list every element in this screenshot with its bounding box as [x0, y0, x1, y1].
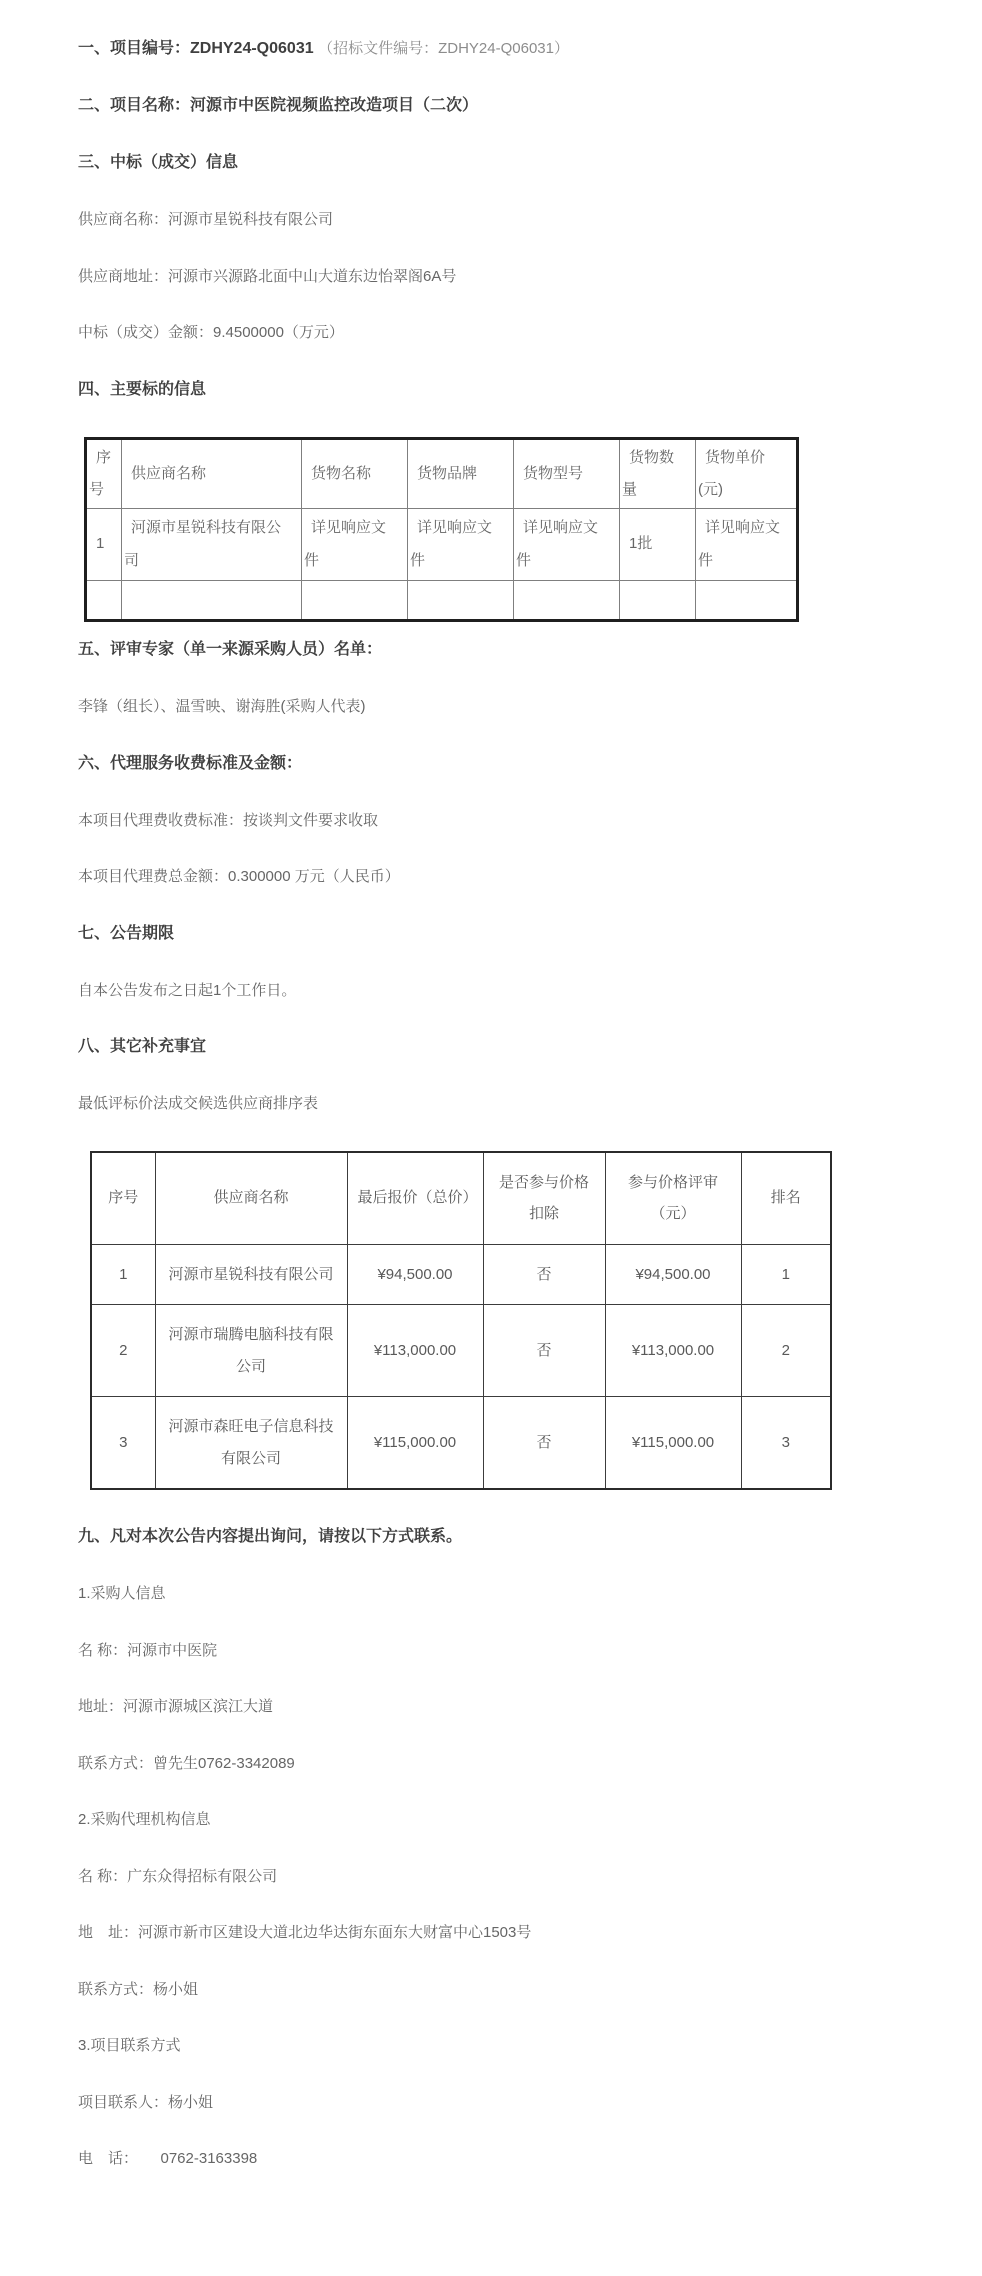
- supplier-ranking-table: [90, 1151, 832, 1491]
- table-header-row: [86, 438, 798, 509]
- award-amount-line: 中标（成交）金额：9.4500000（万元）: [78, 324, 344, 341]
- t2-cell-seq: 1: [91, 1244, 155, 1305]
- table-row: [91, 1397, 831, 1490]
- t1-cell-empty: [408, 581, 514, 621]
- section-agency-fee-heading: 六、代理服务收费标准及金额：: [78, 754, 303, 772]
- t2-cell-price-deduction: 否: [483, 1397, 605, 1490]
- t2-cell-seq: 2: [91, 1305, 155, 1397]
- t2-cell-rank: 3: [741, 1397, 831, 1490]
- project-number-text: 一、项目编号：ZDHY24-Q06031: [78, 40, 314, 57]
- notice-period-line: 自本公告发布之日起1个工作日。: [78, 981, 297, 999]
- t1-cell-empty: [86, 581, 122, 621]
- t2-cell-supplier: 河源市瑞腾电脑科技有限公司: [155, 1305, 347, 1397]
- t1-header-goods-name: 货物名称: [302, 438, 408, 509]
- section-main-subject-heading: 四、主要标的信息: [78, 380, 207, 398]
- t1-cell-goods-model: 详见响应文件: [514, 509, 620, 581]
- t2-cell-supplier: 河源市星锐科技有限公司: [155, 1244, 347, 1305]
- section-project-name-heading: 二、项目名称：河源市中医院视频监控改造项目（二次）: [78, 97, 479, 114]
- t1-header-goods-brand: 货物品牌: [408, 438, 514, 509]
- t2-cell-final-offer: ¥94,500.00: [347, 1244, 483, 1305]
- experts-list-line: 李锋（组长）、温雪映、谢海胜(采购人代表): [78, 698, 366, 715]
- section-project-number-heading: [78, 39, 904, 59]
- t1-cell-empty: [302, 581, 408, 621]
- supplier-address-line: 供应商地址：河源市兴源路北面中山大道东边怡翠阁6A号: [78, 267, 457, 285]
- t2-cell-rank: 2: [741, 1305, 831, 1397]
- table-row: [91, 1244, 831, 1305]
- t2-cell-review-price: ¥94,500.00: [605, 1244, 741, 1305]
- t2-header-supplier: 供应商名称: [155, 1152, 347, 1245]
- section-experts-heading: 五、评审专家（单一来源采购人员）名单：: [78, 641, 383, 658]
- t2-header-seq: 序号: [91, 1152, 155, 1245]
- project-contact-phone-line: 电 话： 0762-3163398: [78, 2150, 258, 2167]
- agency-address-line: 地 址：河源市新市区建设大道北边华达街东面东大财富中心1503号: [78, 1924, 532, 1941]
- table-row: [91, 1305, 831, 1397]
- t1-cell-seq: 1: [86, 509, 122, 581]
- main-bid-info-table: [84, 437, 799, 623]
- project-contact-person-line: 项目联系人：杨小姐: [78, 2093, 214, 2111]
- t1-header-goods-price: 货物单价(元): [696, 438, 798, 509]
- t2-header-final-offer: 最后报价（总价）: [347, 1152, 483, 1245]
- t2-cell-review-price: ¥115,000.00: [605, 1397, 741, 1490]
- t2-cell-final-offer: ¥115,000.00: [347, 1397, 483, 1490]
- buyer-address-line: 地址：河源市源城区滨江大道: [78, 1698, 274, 1715]
- t2-header-review-price: 参与价格评审（元）: [605, 1152, 741, 1245]
- tender-doc-number-text: （招标文件编号：ZDHY24-Q06031）: [318, 40, 569, 57]
- t2-header-rank: 排名: [741, 1152, 831, 1245]
- t1-cell-supplier: 河源市星锐科技有限公司: [122, 509, 302, 581]
- table-header-row: [91, 1152, 831, 1245]
- fee-total-line: 本项目代理费总金额：0.300000 万元（人民币）: [78, 868, 400, 885]
- buyer-info-title: 1.采购人信息: [78, 1585, 166, 1602]
- ranking-table-title: 最低评标价法成交候选供应商排序表: [78, 1095, 319, 1112]
- t1-cell-empty: [696, 581, 798, 621]
- t1-cell-empty: [514, 581, 620, 621]
- buyer-contact-line: 联系方式：曾先生0762-3342089: [78, 1754, 295, 1772]
- t2-cell-supplier: 河源市森旺电子信息科技有限公司: [155, 1397, 347, 1490]
- section-award-info-heading: 三、中标（成交）信息: [78, 154, 239, 171]
- t1-cell-goods-brand: 详见响应文件: [408, 509, 514, 581]
- agency-name-line: 名 称：广东众得招标有限公司: [78, 1867, 278, 1885]
- t2-cell-price-deduction: 否: [483, 1305, 605, 1397]
- t2-cell-final-offer: ¥113,000.00: [347, 1305, 483, 1397]
- project-contact-title: 3.项目联系方式: [78, 2037, 181, 2054]
- agency-info-title: 2.采购代理机构信息: [78, 1811, 211, 1828]
- fee-standard-line: 本项目代理费收费标准：按谈判文件要求收取: [78, 811, 379, 829]
- agency-contact-line: 联系方式：杨小姐: [78, 1980, 199, 1998]
- t1-header-goods-qty: 货物数量: [620, 438, 696, 509]
- t2-cell-review-price: ¥113,000.00: [605, 1305, 741, 1397]
- t1-cell-empty: [122, 581, 302, 621]
- t2-cell-rank: 1: [741, 1244, 831, 1305]
- section-contact-heading: 九、凡对本次公告内容提出询问，请按以下方式联系。: [78, 1528, 463, 1545]
- t1-header-supplier: 供应商名称: [122, 438, 302, 509]
- t1-cell-empty: [620, 581, 696, 621]
- t2-cell-seq: 3: [91, 1397, 155, 1490]
- t1-header-goods-model: 货物型号: [514, 438, 620, 509]
- t1-header-seq: 序号: [86, 438, 122, 509]
- t2-header-price-deduction: 是否参与价格扣除: [483, 1152, 605, 1245]
- buyer-name-line: 名 称：河源市中医院: [78, 1641, 218, 1659]
- table-row: [86, 509, 798, 581]
- t1-cell-goods-name: 详见响应文件: [302, 509, 408, 581]
- section-notice-period-heading: 七、公告期限: [78, 924, 175, 942]
- t1-cell-goods-price: 详见响应文件: [696, 509, 798, 581]
- supplier-name-line: 供应商名称：河源市星锐科技有限公司: [78, 211, 334, 228]
- t1-cell-goods-qty: 1批: [620, 509, 696, 581]
- section-other-matters-heading: 八、其它补充事宜: [78, 1038, 207, 1055]
- table-row-empty: [86, 581, 798, 621]
- t2-cell-price-deduction: 否: [483, 1244, 605, 1305]
